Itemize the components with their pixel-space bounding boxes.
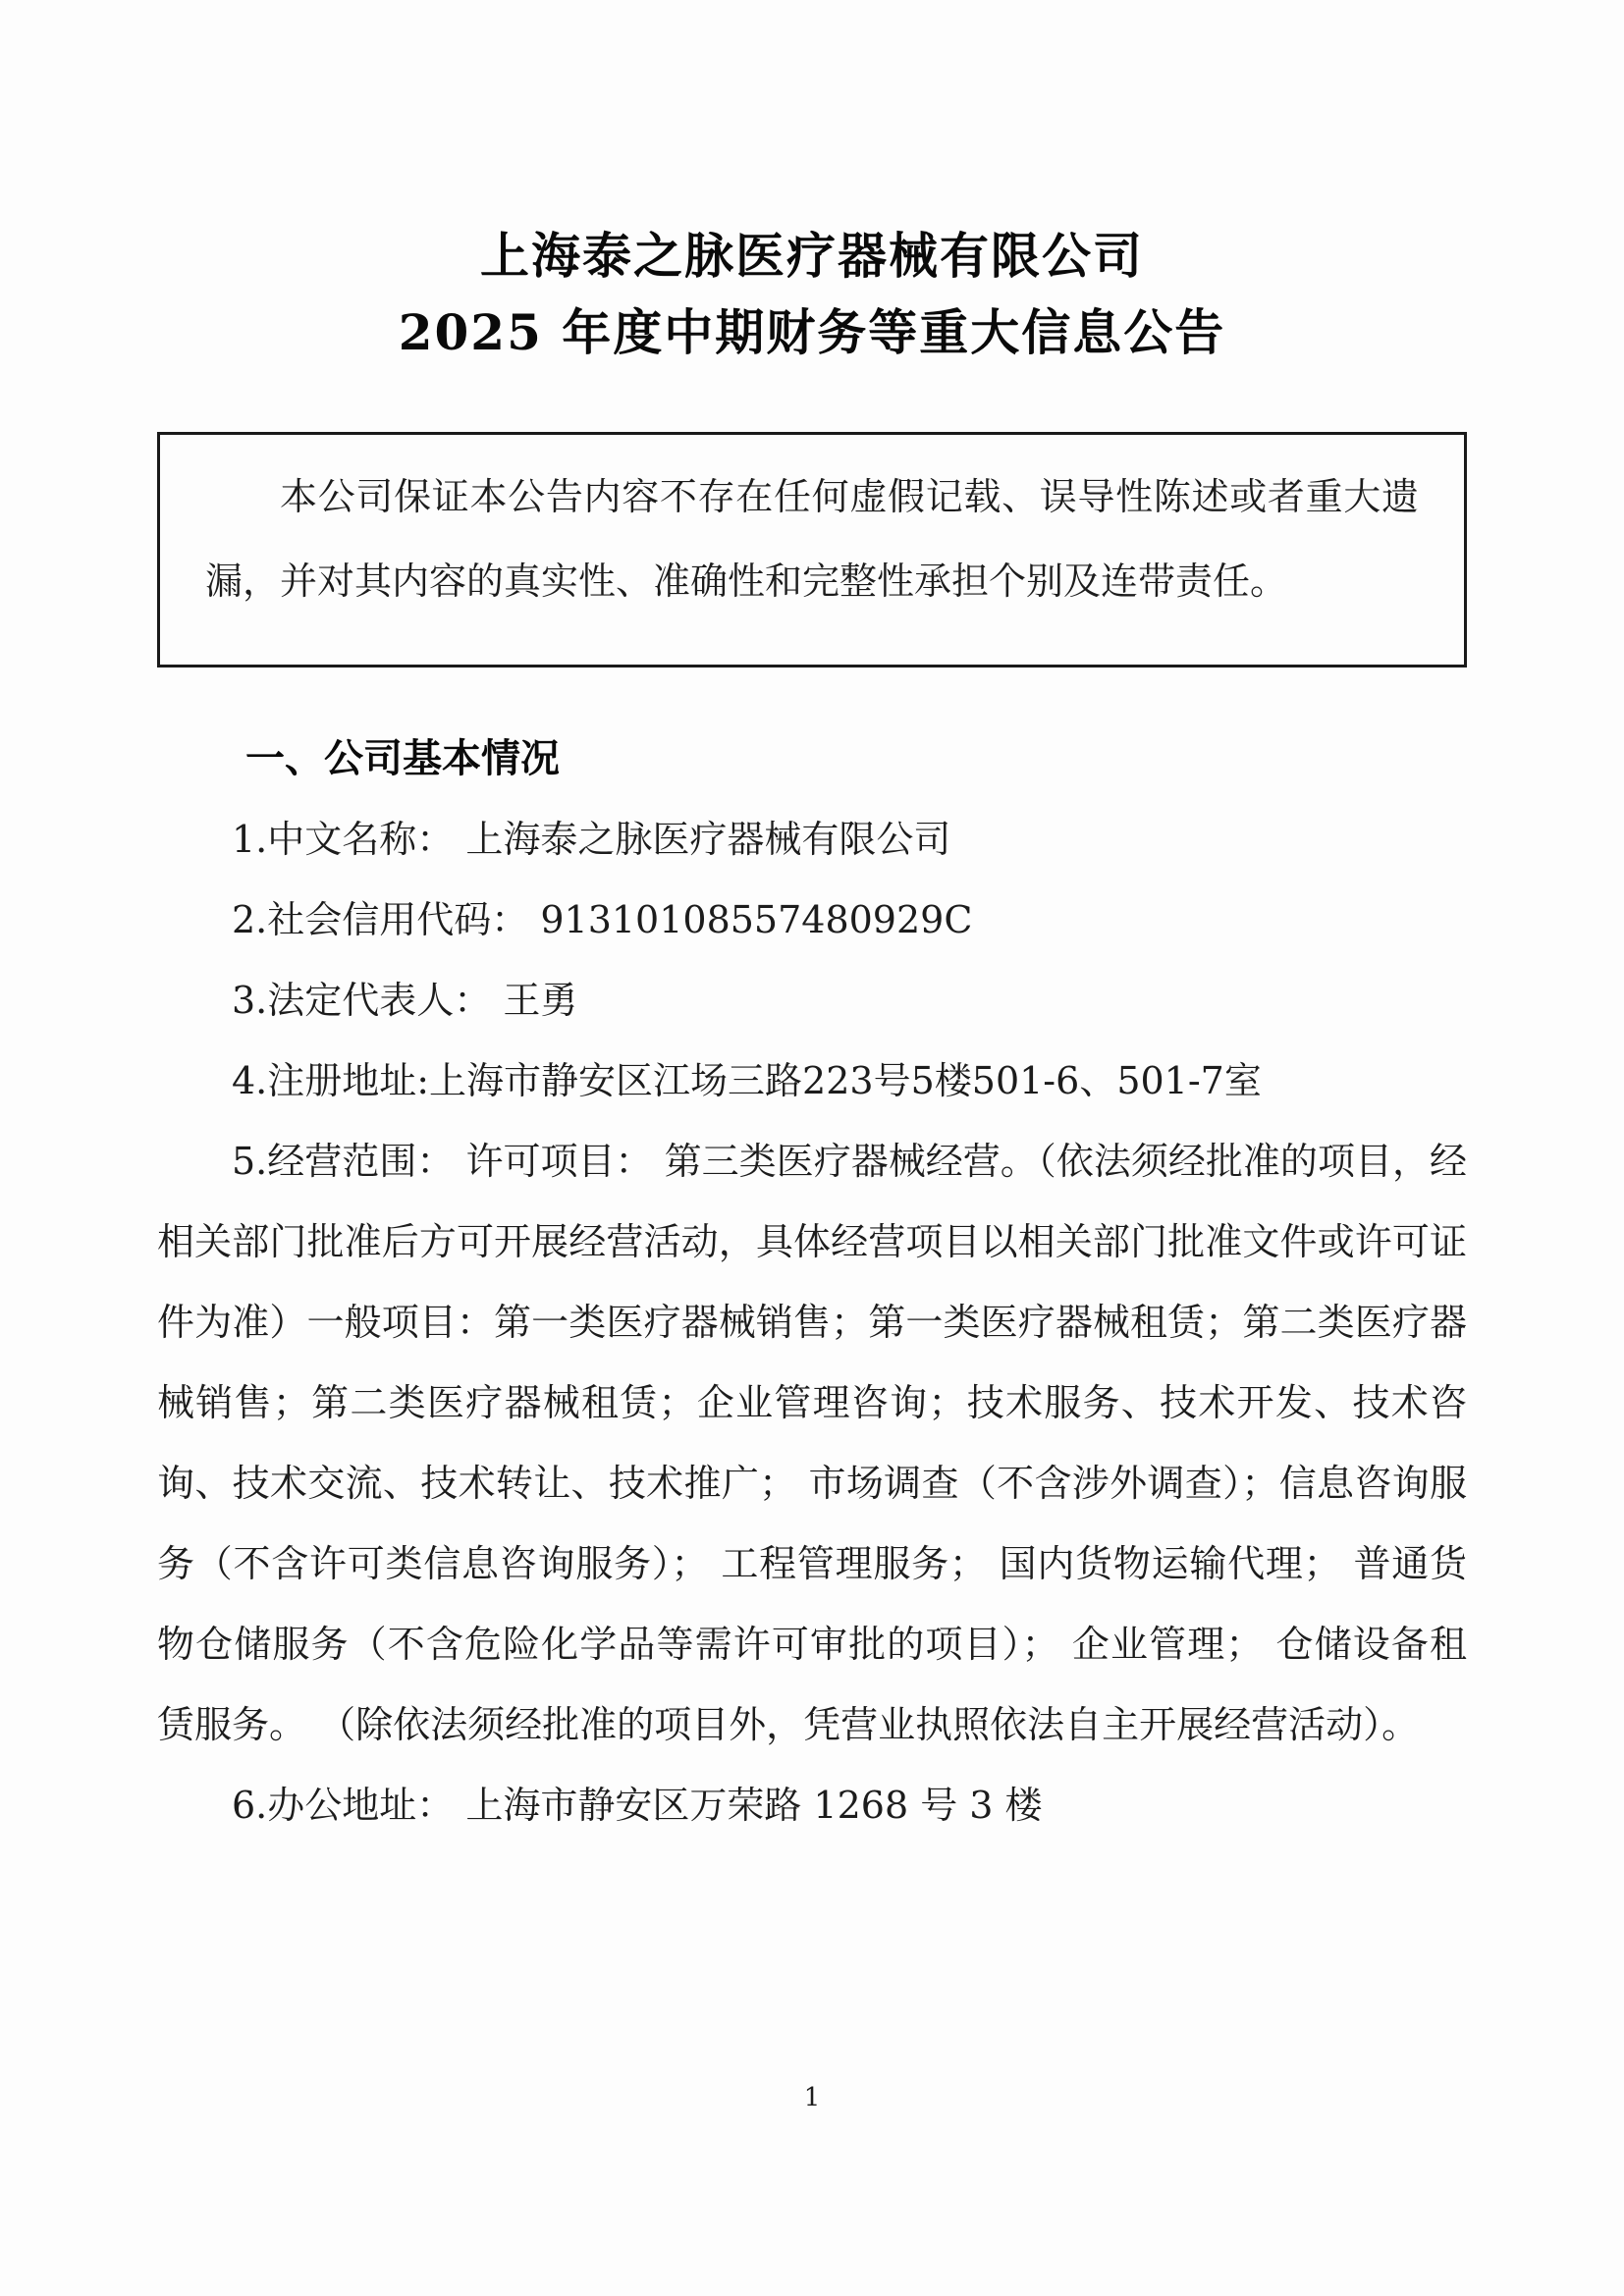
title-announcement-name: 2025 年度中期财务等重大信息公告 [398, 303, 1226, 361]
item-social-credit-code: 2.社会信用代码： 91310108557480929C [232, 898, 973, 941]
document-title [157, 218, 1467, 371]
section-heading-company-basic-info: 一、公司基本情况 [245, 736, 560, 781]
item-legal-representative: 3.法定代表人： 王勇 [232, 979, 578, 1022]
item-office-address: 6.办公地址： 上海市静安区万荣路 1268 号 3 楼 [232, 1784, 1043, 1827]
document-content [157, 0, 1467, 1845]
disclaimer-text: 本公司保证本公告内容不存在任何虚假记载、误导性陈述或者重大遗漏，并对其内容的真实性、准确性和完整性承担个别及连带责任。 [205, 475, 1419, 603]
title-company-name: 上海泰之脉医疗器械有限公司 [480, 227, 1144, 285]
disclaimer-box [157, 432, 1467, 667]
page-number: 1 [803, 2083, 821, 2112]
item-business-scope: 5.经营范围： 许可项目： 第三类医疗器械经营。（依法须经批准的项目，经相关部门批准后方可开展经营活动，具体经营项目以相关部门批准文件或许可证件为准）一般项目：第一类医疗器械销售；第一类医疗器械租赁；第二类医疗器械销售；第二类医疗器械租赁；企业管理咨询；技术服务、技术开发、技术咨询、技术交流、技术转让、技术推广； 市场调查（不含涉外调查）；信息咨询服务（不含许可类信息咨询服务）； 工程管理服务； 国内货物运输代理； 普通货物仓储服务（不含危险化学品等需许可审批的项目）； 企业管理； 仓储设备租赁服务。 （除依法须经批准的项目外，凭营业执照依法自主开展经营活动）。 [157, 1140, 1467, 1746]
item-registered-address: 4.注册地址:上海市静安区江场三路223号5楼501-6、501-7室 [232, 1059, 1262, 1102]
item-chinese-name: 1.中文名称： 上海泰之脉医疗器械有限公司 [232, 818, 951, 861]
